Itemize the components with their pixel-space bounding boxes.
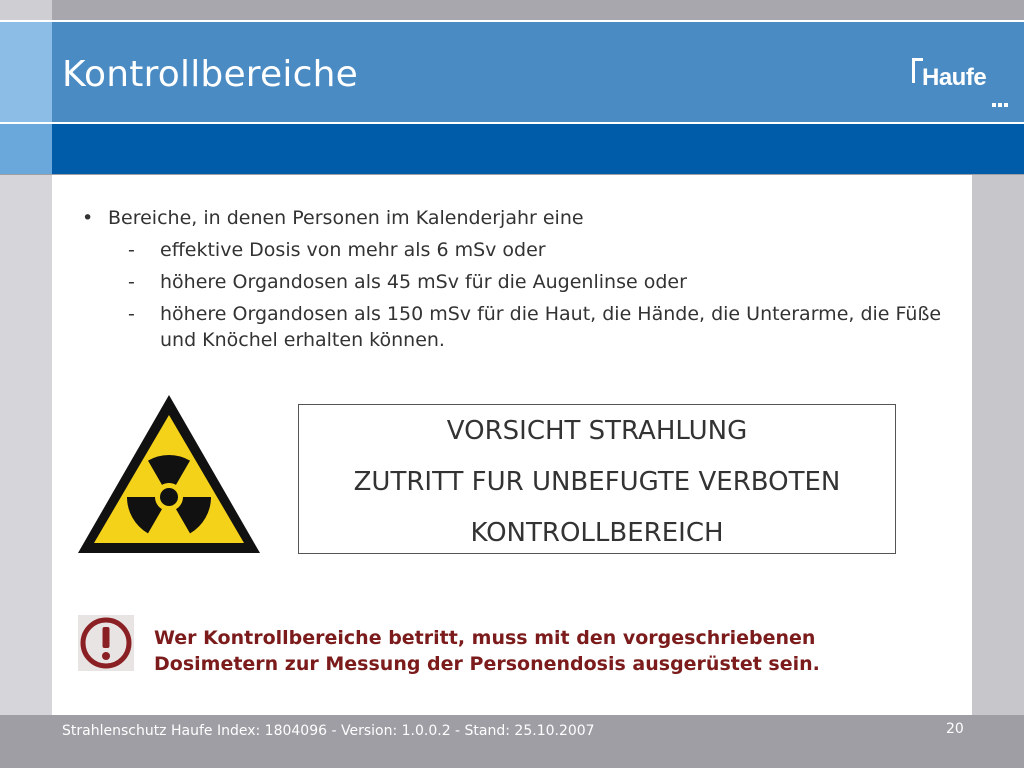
- top-bar-accent: [0, 0, 52, 20]
- radiation-warning-sign: [298, 404, 896, 554]
- slide-content: [52, 175, 972, 715]
- dash-symbol: -: [128, 239, 135, 261]
- warning-line: ZUTRITT FUR UNBEFUGTE VERBOTEN: [353, 467, 841, 497]
- warning-line: KONTROLLBEREICH: [470, 518, 724, 548]
- logo-dots: [992, 92, 1012, 98]
- footer-meta: Strahlenschutz Haufe Index: 1804096 - Version: 1.0.0.2 - Stand: 25.10.2007: [62, 723, 595, 739]
- exclamation-circle-icon: [78, 615, 134, 671]
- sub-list-item: [80, 237, 960, 263]
- dosimeter-note: [154, 625, 954, 677]
- slide-footer: [0, 715, 1024, 768]
- title-band-accent: [0, 22, 52, 122]
- right-margin-panel: [972, 175, 1024, 715]
- list-item: [80, 205, 960, 231]
- bullet-symbol: •: [82, 207, 94, 229]
- bullet-list: [80, 205, 960, 353]
- page-number: 20: [946, 721, 964, 737]
- logo-text: Haufe: [922, 64, 987, 91]
- dash-symbol: -: [128, 303, 135, 325]
- warning-line: VORSICHT STRAHLUNG: [446, 416, 748, 446]
- sub-item-text: höhere Organdosen als 45 mSv für die Augenlinse oder: [160, 271, 687, 293]
- left-margin-panel: [0, 175, 52, 715]
- top-bar: [0, 0, 1024, 20]
- slide-title: Kontrollbereiche: [62, 54, 358, 95]
- bullet-text: Bereiche, in denen Personen im Kalenderjahr eine: [108, 207, 584, 229]
- radiation-warning-icon: [76, 393, 262, 557]
- sub-item-text: höhere Organdosen als 150 mSv für die Haut, die Hände, die Unterarme, die Füße und Knöchel erhalten können.: [160, 303, 942, 351]
- note-line: Wer Kontrollbereiche betritt, muss mit den vorgeschriebenen: [154, 627, 816, 649]
- haufe-logo: [912, 58, 1012, 104]
- sub-list-item: [80, 301, 960, 353]
- sub-list-item: [80, 269, 960, 295]
- subtitle-band: [0, 124, 1024, 174]
- dash-symbol: -: [128, 271, 135, 293]
- slide-header: [0, 20, 1024, 175]
- subtitle-band-accent: [0, 124, 52, 174]
- note-line: Dosimetern zur Messung der Personendosis ausgerüstet sein.: [154, 653, 820, 675]
- sub-item-text: effektive Dosis von mehr als 6 mSv oder: [160, 239, 546, 261]
